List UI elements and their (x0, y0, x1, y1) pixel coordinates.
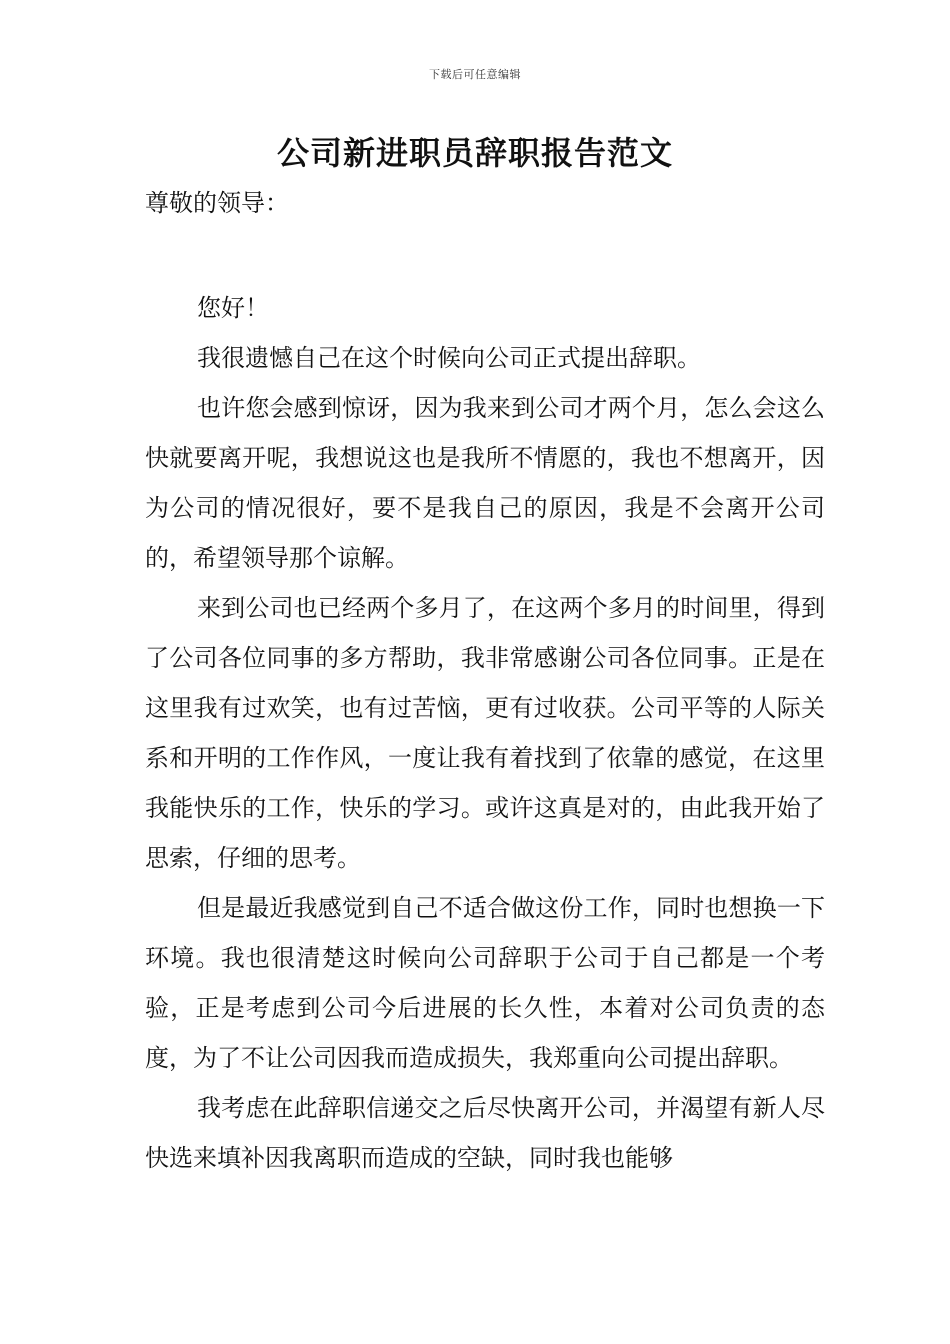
paragraph: 也许您会感到惊讶，因为我来到公司才两个月，怎么会这么快就要离开呢，我想说这也是我所不情愿的，我也不想离开，因为公司的情况很好，要不是我自己的原因，我是不会离开公司的，希望领导那个谅解。 (145, 394, 825, 572)
document-title: 公司新进职员辞职报告范文 (276, 134, 673, 172)
salutation: 尊敬的领导： (145, 189, 289, 217)
header-note: 下载后可任意编辑 (429, 68, 521, 81)
paragraph: 但是最近我感觉到自己不适合做这份工作，同时也想换一下环境。我也很清楚这时候向公司辞职于公司于自己都是一个考验，正是考虑到公司今后进展的长久性，本着对公司负责的态度，为了不让公司因我而造成损失，我郑重向公司提出辞职。 (145, 894, 825, 1072)
document-body (145, 178, 825, 1183)
paragraph-greeting: 您好！ (197, 294, 269, 322)
paragraph: 来到公司也已经两个多月了，在这两个多月的时间里，得到了公司各位同事的多方帮助，我非常感谢公司各位同事。正是在这里我有过欢笑，也有过苦恼，更有过收获。公司平等的人际关系和开明的工作作风，一度让我有着找到了依靠的感觉，在这里我能快乐的工作，快乐的学习。或许这真是对的，由此我开始了思索，仔细的思考。 (145, 594, 825, 872)
paragraph: 我考虑在此辞职信递交之后尽快离开公司，并渴望有新人尽快选来填补因我离职而造成的空缺，同时我也能够 (145, 1094, 825, 1172)
paragraph: 我很遗憾自己在这个时候向公司正式提出辞职。 (197, 344, 701, 372)
